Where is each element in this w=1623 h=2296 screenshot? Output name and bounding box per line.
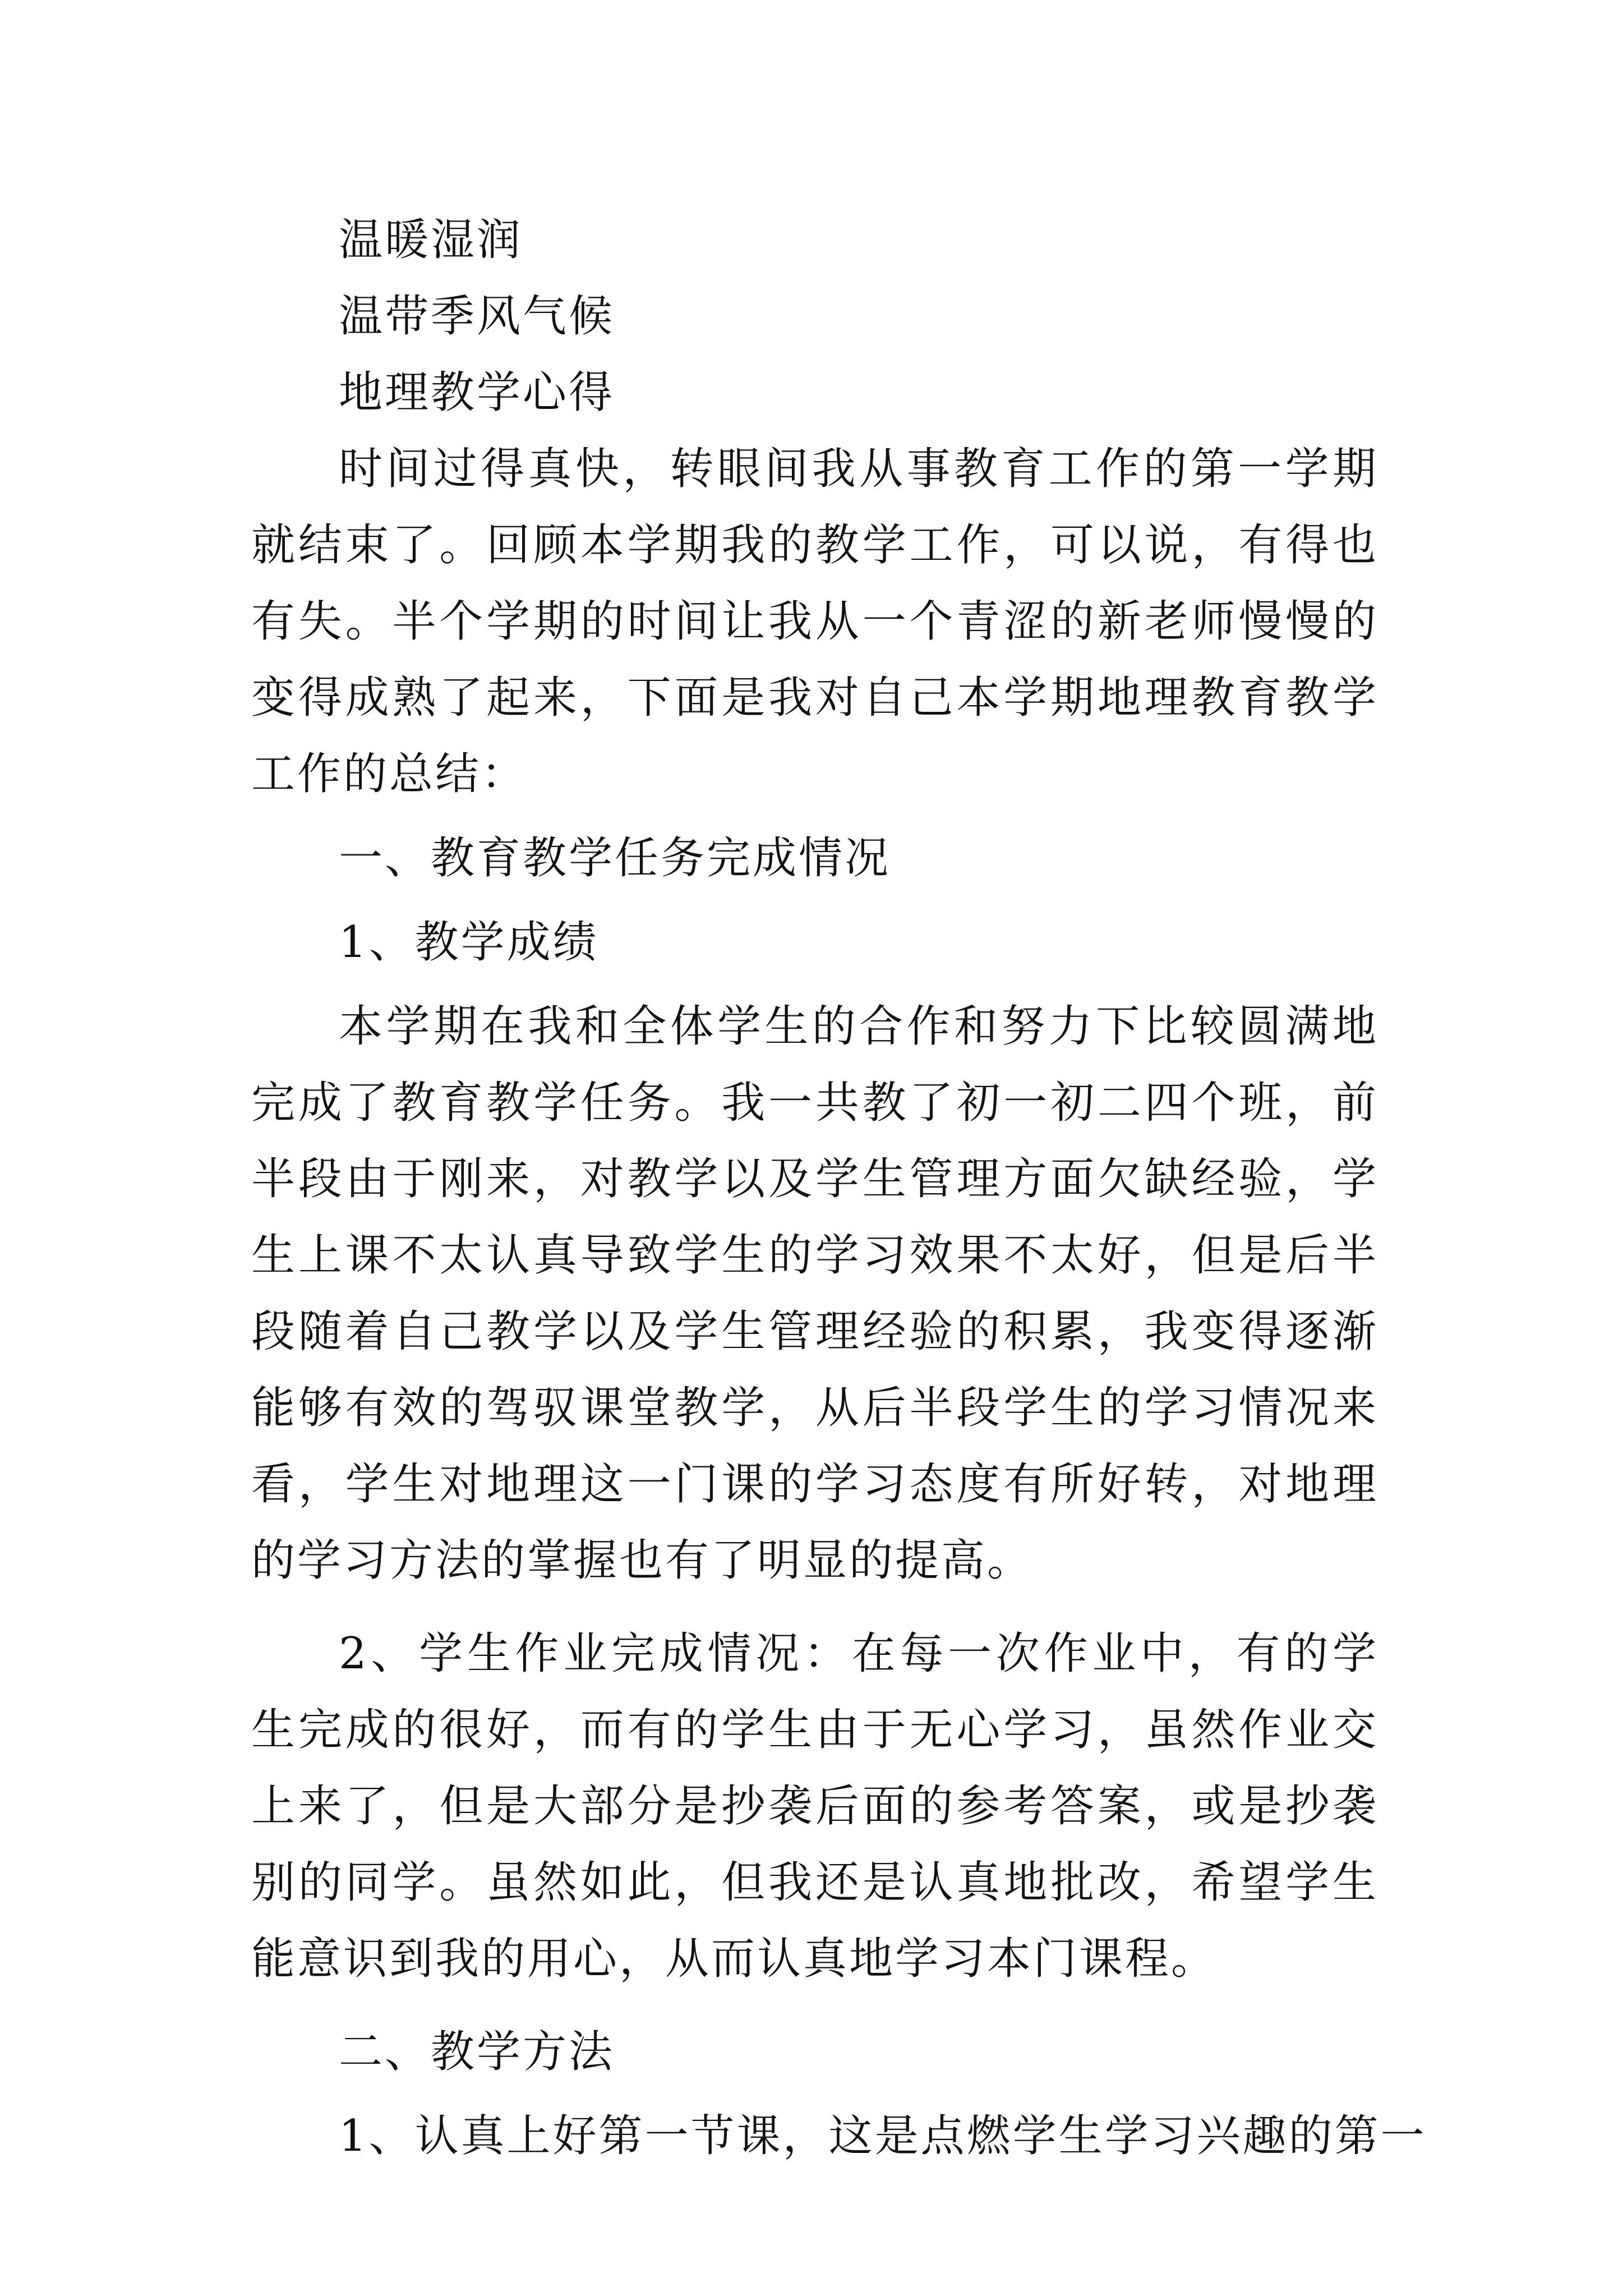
text-line-2: 温带季风气候 [339,291,615,342]
homework-paragraph: 2、学生作业完成情况：在每一次作业中，有的学生完成的很好，而有的学生由于无心学习，虽然作业交上来了，但是大部分是抄袭后面的参考答案，或是抄袭别的同学。虽然如此，但我还是认真地批改，希望学生能意识到我的用心，从而认真地学习本门课程。 [251,1628,1378,1984]
document-body [251,202,1427,2174]
text-line-1: 温暖湿润 [339,215,523,265]
section-heading-1: 一、教育教学任务完成情况 [339,833,891,884]
section-heading-2: 二、教学方法 [339,2027,615,2077]
text-line-3: 地理教学心得 [339,367,615,418]
intro-paragraph: 时间过得真快，转眼间我从事教育工作的第一学期就结束了。回顾本学期我的教学工作，可以说，有得也有失。半个学期的时间让我从一个青涩的新老师慢慢的变得成熟了起来，下面是我对自己本学期地理教育教学工作的总结： [251,444,1378,799]
teaching-results-paragraph: 本学期在我和全体学生的合作和努力下比较圆满地完成了教育教学任务。我一共教了初一初二四个班，前半段由于刚来，对教学以及学生管理方面欠缺经验，学生上课不太认真导致学生的学习效果不太好，但是后半段随着自己教学以及学生管理经验的积累，我变得逐渐能够有效的驾驭课堂教学，从后半段学生的学习情况来看，学生对地理这一门课的学习态度有所好转，对地理的学习方法的掌握也有了明显的提高。 [251,1001,1378,1586]
subsection-heading-1: 1、教学成绩 [339,917,599,968]
method-paragraph-1: 1、认真上好第一节课，这是点燃学生学习兴趣的第一 [339,2111,1427,2161]
